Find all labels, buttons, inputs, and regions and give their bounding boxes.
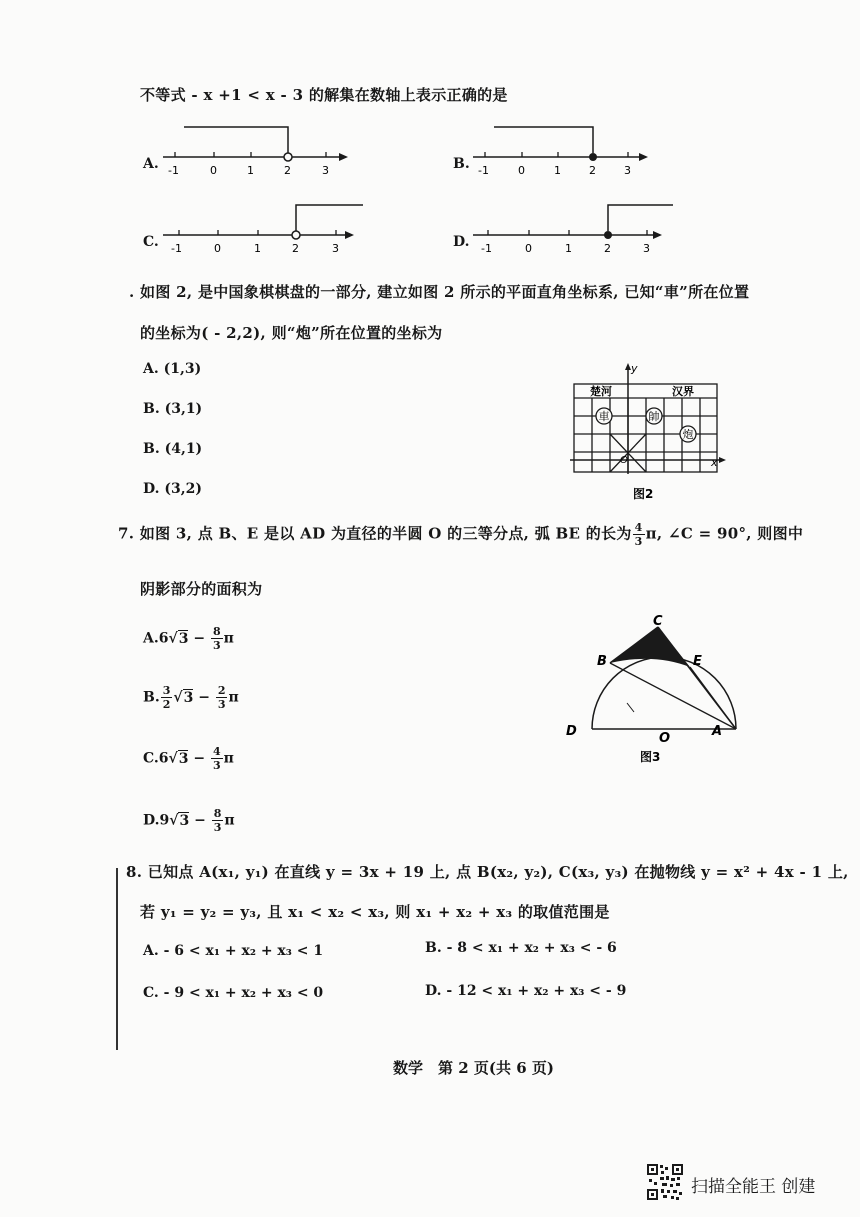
q8-option-b[interactable]: B. - 8 < x₁ + x₂ + x₃ < - 6: [425, 940, 617, 956]
q5-option-b-label: B.: [453, 156, 470, 172]
svg-text:炮: 炮: [682, 428, 694, 441]
chess-board-figure: [560, 360, 730, 510]
tick-label: 1: [247, 164, 254, 177]
q6-option-a[interactable]: A. (1,3): [143, 361, 202, 377]
svg-text:3: 3: [643, 242, 650, 255]
svg-text:0: 0: [525, 242, 532, 255]
svg-text:-1: -1: [171, 242, 182, 255]
q6-option-b-duplicate[interactable]: B. (4,1): [143, 441, 203, 457]
tick-label: 0: [210, 164, 217, 177]
river-label-right: 汉界: [672, 385, 694, 398]
figure-caption: 图2: [633, 487, 654, 501]
piece-che: [596, 408, 612, 424]
origin-label: O: [620, 455, 628, 466]
q8-stem-line-2: 若 y₁ = y₂ = y₃, 且 x₁ < x₂ < x₃, 则 x₁ + x₂ + x₃ 的取值范围是: [140, 903, 610, 921]
q5-number-line-c[interactable]: [158, 196, 368, 260]
svg-text:2: 2: [292, 242, 299, 255]
q6-option-d[interactable]: D. (3,2): [143, 481, 202, 497]
piece-pao: [680, 426, 696, 442]
q7-stem-line-2: 阴影部分的面积为: [140, 580, 263, 598]
svg-text:-1: -1: [481, 242, 492, 255]
svg-text:2: 2: [589, 164, 596, 177]
x-axis-label: x: [711, 456, 718, 469]
svg-text:帥: 帥: [648, 410, 660, 423]
svg-text:3: 3: [332, 242, 339, 255]
watermark-text: 扫描全能王 创建: [691, 1177, 816, 1197]
svg-text:3: 3: [624, 164, 631, 177]
point-a-label: A: [712, 724, 723, 739]
q7-option-c[interactable]: C.6√3 − $\frac{4}{3}$ π: [143, 745, 234, 772]
point-e-label: E: [693, 654, 702, 669]
q5-option-c-label: C.: [143, 234, 159, 250]
svg-text:-1: -1: [478, 164, 489, 177]
piece-shuai: [646, 408, 662, 424]
page-footer: 数学 第 2 页(共 6 页): [393, 1059, 554, 1077]
figure-caption: 图3: [640, 750, 661, 764]
q7-arc-length-fraction: $\frac{4}{3}$: [634, 521, 643, 548]
q5-stem: 不等式 - x +1 < x - 3 的解集在数轴上表示正确的是: [140, 86, 508, 104]
q7-number: 7.: [118, 524, 135, 543]
svg-text:1: 1: [554, 164, 561, 177]
svg-text:1: 1: [254, 242, 261, 255]
q7-stem-b: π, ∠C = 90°, 则图中: [645, 524, 804, 543]
q5-number-line-d[interactable]: [468, 196, 678, 260]
svg-text:車: 車: [598, 410, 610, 423]
q7-option-d[interactable]: D.9√3 − $\frac{8}{3}$ π: [143, 807, 235, 834]
svg-text:1: 1: [565, 242, 572, 255]
point-b-label: B: [597, 654, 607, 669]
tick-label: 3: [322, 164, 329, 177]
svg-text:2: 2: [604, 242, 611, 255]
point-d-label: D: [566, 724, 577, 739]
point-c-label: C: [653, 615, 663, 629]
margin-line: [116, 868, 118, 1050]
q6-stem-line-1: . 如图 2, 是中国象棋棋盘的一部分, 建立如图 2 所示的平面直角坐标系, 已知“車”所在位置: [129, 283, 750, 301]
tick-label: 2: [284, 164, 291, 177]
q5-option-d-label: D.: [453, 234, 470, 250]
q5-option-a-label: A.: [143, 156, 159, 172]
point-o-label: O: [659, 731, 671, 746]
q7-option-b[interactable]: B. $\frac{3}{2}$ √3 − $\frac{2}{3}$ π: [143, 684, 239, 711]
q7-stem-line-1: [118, 522, 803, 547]
q8-option-c[interactable]: C. - 9 < x₁ + x₂ + x₃ < 0: [143, 985, 324, 1001]
q5-number-line-a[interactable]: [158, 118, 358, 182]
q5-number-line-b[interactable]: [468, 118, 668, 182]
q8-option-d[interactable]: D. - 12 < x₁ + x₂ + x₃ < - 9: [425, 983, 627, 999]
qr-code-icon: [646, 1163, 684, 1201]
q8-stem-line-1: 8. 已知点 A(x₁, y₁) 在直线 y = 3x + 19 上, 点 B(x₂, y₂), C(x₃, y₃) 在抛物线 y = x² + 4x - 1 上,: [126, 863, 849, 881]
q7-option-a[interactable]: A.6√3 − $\frac{8}{3}$ π: [143, 625, 234, 652]
river-label-left: 楚河: [590, 385, 612, 398]
q6-stem-line-2: 的坐标为( - 2,2), 则“炮”所在位置的坐标为: [140, 324, 443, 342]
svg-text:0: 0: [214, 242, 221, 255]
y-axis-label: y: [631, 362, 638, 375]
semicircle-figure: [560, 615, 740, 775]
q8-option-a[interactable]: A. - 6 < x₁ + x₂ + x₃ < 1: [143, 943, 324, 959]
svg-text:0: 0: [518, 164, 525, 177]
q6-option-b[interactable]: B. (3,1): [143, 401, 203, 417]
tick-label: -1: [168, 164, 179, 177]
q7-stem-a: 如图 3, 点 B、E 是以 AD 为直径的半圆 O 的三等分点, 弧 BE 的长为: [139, 524, 632, 543]
